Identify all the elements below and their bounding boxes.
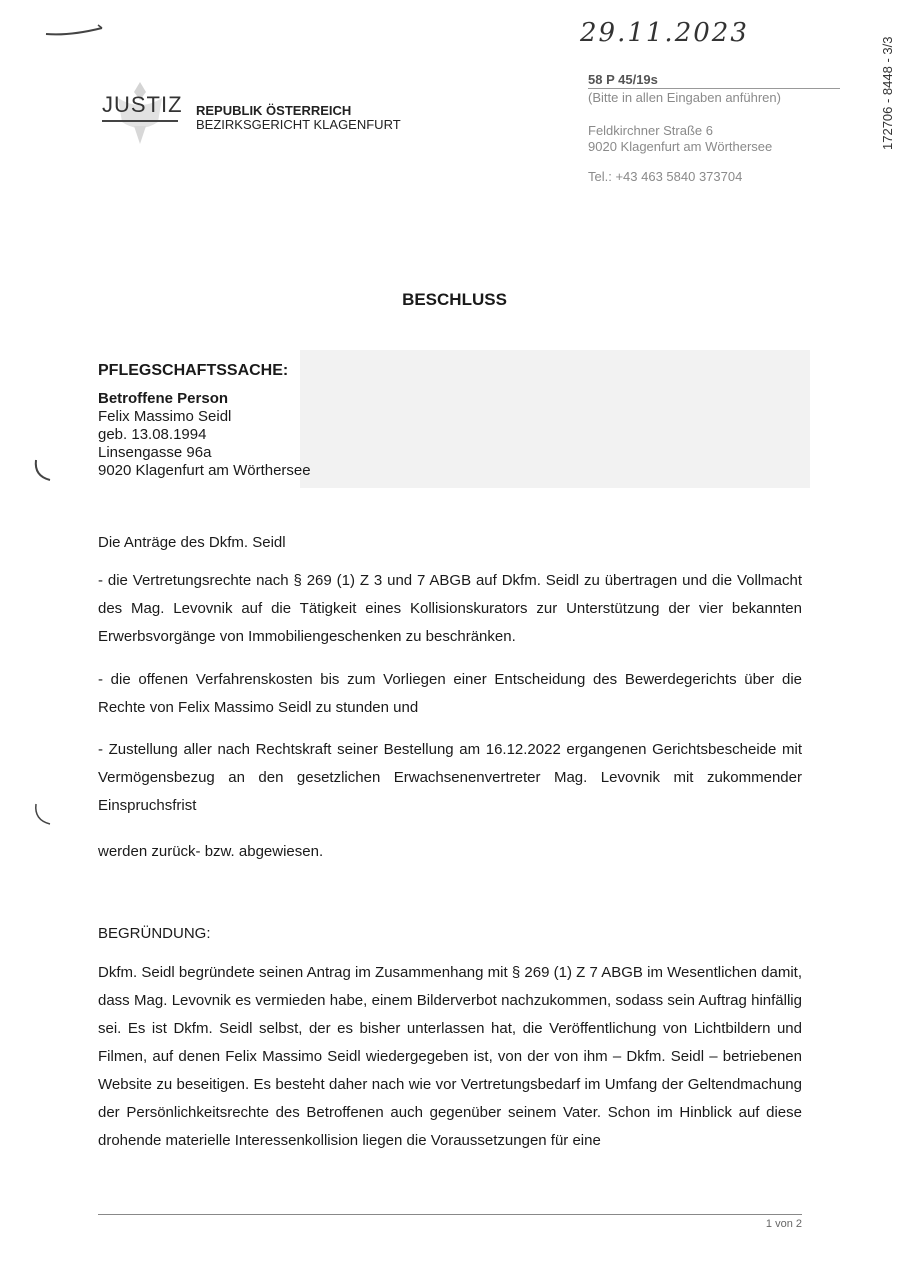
person-street: Linsengasse 96a bbox=[98, 444, 212, 461]
pen-mark bbox=[40, 18, 120, 42]
person-name: Felix Massimo Seidl bbox=[98, 408, 232, 425]
page-number: 1 von 2 bbox=[765, 1218, 802, 1230]
footer-rule bbox=[98, 1214, 802, 1215]
case-type: PFLEGSCHAFTSSACHE: bbox=[98, 362, 289, 379]
justiz-logo bbox=[100, 78, 183, 148]
case-number: 58 P 45/19s bbox=[588, 72, 658, 87]
reason-heading: BEGRÜNDUNG: bbox=[98, 925, 211, 942]
person-label: Betroffene Person bbox=[98, 390, 229, 407]
handwritten-date: 29.11.2023 bbox=[580, 18, 749, 48]
logo-text: JUSTIZ bbox=[102, 92, 183, 117]
person-city: 9020 Klagenfurt am Wörthersee bbox=[98, 462, 311, 479]
case-reference-block bbox=[588, 72, 840, 184]
closing-paragraph: werden zurück- bzw. abgewiesen. bbox=[98, 843, 324, 860]
request-item-3: - Zustellung aller nach Rechtskraft seiner Bestellung am 16.12.2022 ergangenen Gerichtsbescheide mit Vermögensbezug an den gesetzlichen Erwachsenenvertreter Mag. Levovnik mit zukommender Einspruchsfrist bbox=[98, 741, 802, 814]
punch-hole-mark-icon bbox=[30, 456, 54, 486]
court-phone: Tel.: +43 463 5840 373704 bbox=[588, 169, 743, 184]
case-note: (Bitte in allen Eingaben anführen) bbox=[588, 90, 781, 105]
person-birth: geb. 13.08.1994 bbox=[98, 426, 207, 443]
reason-paragraph: Dkfm. Seidl begründete seinen Antrag im Zusammenhang mit § 269 (1) Z 7 ABGB im Wesentlichen damit, dass Mag. Levovnik es vermieden habe, einem Bilderverbot nachzukommen, sodass sein Auftrag hinfällig sei. Es ist Dkfm. Seidl selbst, der es bisher unterlassen hat, die Veröffentlichung von Lichtbildern und Filmen, auf denen Felix Massimo Seidl wiedergegeben ist, von der von ihm – Dkfm. Seidl – betriebenen Website zu beseitigen. Es besteht daher nach wie vor Vertretungsbedarf im Umfang der Geltendmachung der Persönlichkeitsrechte des Betroffenen auch gegenüber seinem Vater. Schon im Hinblick auf diese drohende materielle Interessenkollision liegen die Voraussetzungen für eine bbox=[98, 964, 802, 1149]
case-info bbox=[98, 362, 698, 480]
request-item-2: - die offenen Verfahrenskosten bis zum Vorliegen einer Entscheidung des Bewerdegerichts über die Rechte von Felix Massimo Seidl zu stunden und bbox=[98, 671, 802, 716]
court-address-line1: Feldkirchner Straße 6 bbox=[588, 123, 713, 138]
court-name: BEZIRKSGERICHT KLAGENFURT bbox=[196, 117, 401, 132]
court-address-line2: 9020 Klagenfurt am Wörthersee bbox=[588, 139, 773, 154]
logo-underline bbox=[102, 120, 178, 122]
punch-hole-mark-icon bbox=[30, 800, 54, 830]
court-header bbox=[196, 104, 401, 132]
request-item-1: - die Vertretungsrechte nach § 269 (1) Z 3 und 7 ABGB auf Dkfm. Seidl zu übertragen und die Vollmacht des Mag. Levovnik auf die Tätigkeit eines Kollisionskurators zur Unterstützung der vier bekannten Erwerbsvorgänge von Immobiliengeschenken zu beschränken. bbox=[98, 572, 802, 645]
intro-paragraph: Die Anträge des Dkfm. Seidl bbox=[98, 534, 286, 551]
side-stamp: 172706 - 8448 - 3/3 bbox=[880, 36, 895, 150]
document-title: BESCHLUSS bbox=[402, 290, 507, 309]
country-name: REPUBLIK ÖSTERREICH bbox=[196, 103, 352, 118]
